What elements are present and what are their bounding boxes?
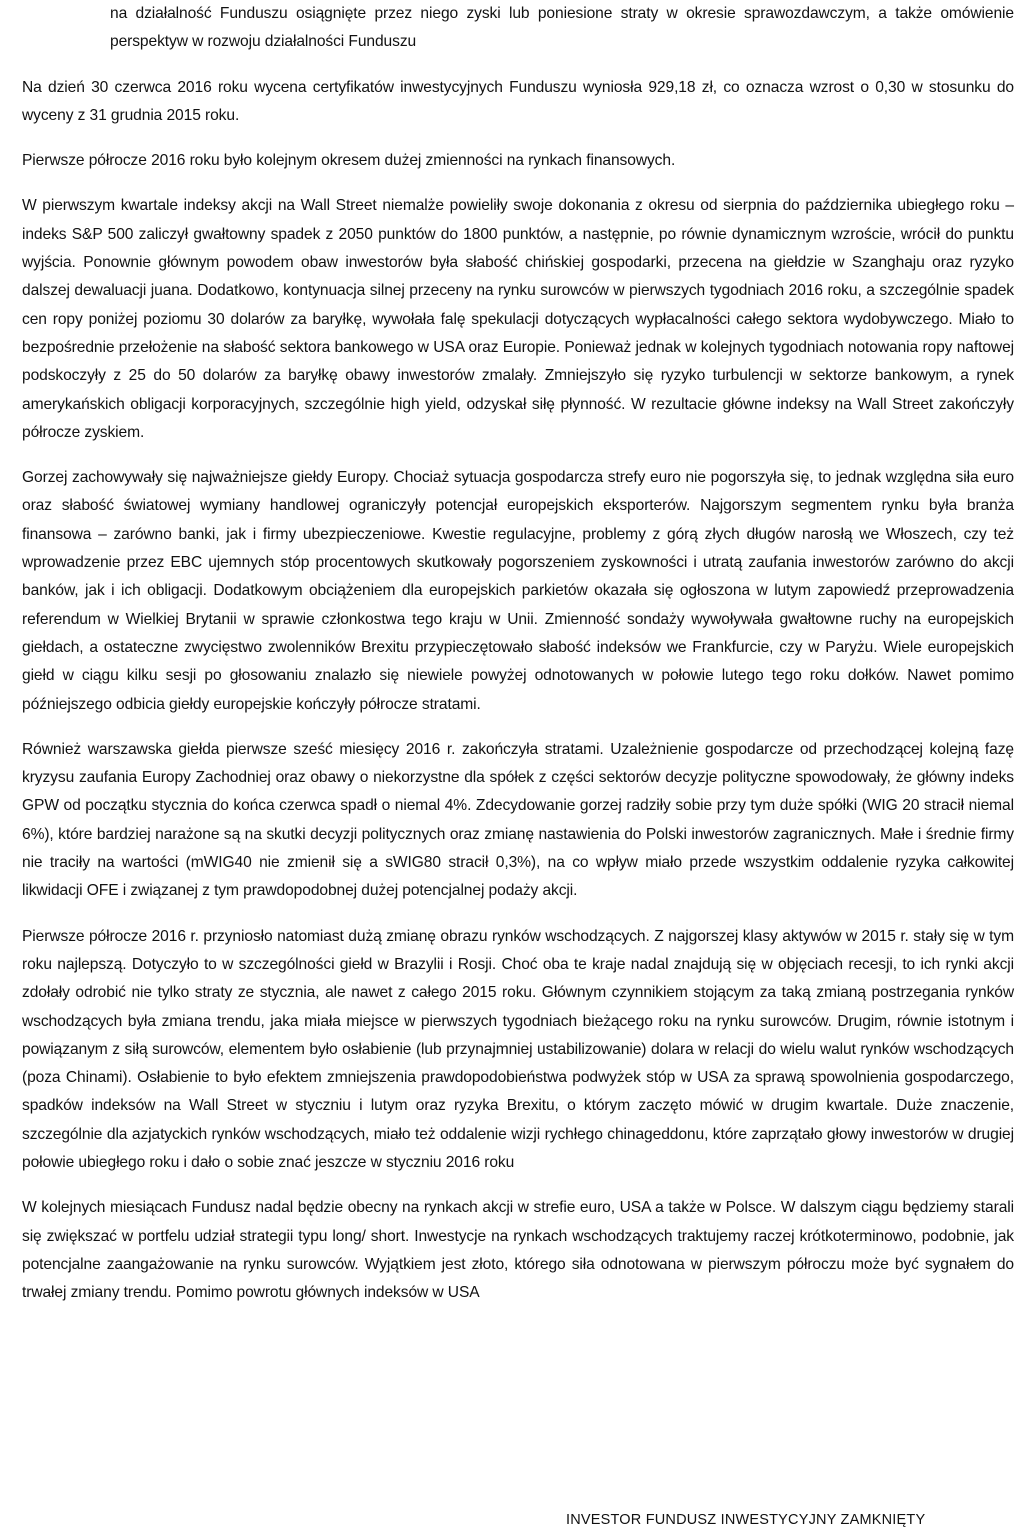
europe-paragraph: Gorzej zachowywały się najważniejsze giełdy Europy. Chociaż sytuacja gospodarcza strefy euro nie pogorszyła się, to jednak względna siła euro oraz słabość światowej wymiany handlowej ograniczyły potencjał europejskich eksporterów. Najgorszym segmentem rynku była branża finansowa – zarówno banki, jak i firmy ubezpieczeniowe. Kwestie regulacyjne, problemy z górą złych długów narosłą we Włoszech, czy też wprowadzenie przez EBC ujemnych stóp procentowych skutkowały pogorszeniem zyskowności i utratą zaufania inwestorów zarówno do akcji banków, jak i ich obligacji. Dodatkowym obciążeniem dla europejskich parkietów okazała się ogłoszona w lutym zapowiedź przeprowadzenia referendum w Wielkiej Brytanii w sprawie członkostwa tego kraju w Unii. Zmienność sondaży wywoływała gwałtowne ruchy na europejskich giełdach, a ostateczne zwycięstwo zwolenników Brexitu przypieczętowało słabość indeksów we Frankfurcie, czy w Paryżu. Wiele europejskich giełd w ciągu kilku sesji po głosowaniu znalazło się niewiele powyżej odnotowanych w połowie lutego tego roku dołków. Nawet pomimo późniejszego odbicia giełdy europejskie kończyły półrocze stratami.: [22, 469, 1014, 713]
outlook-paragraph: W kolejnych miesiącach Fundusz nadal będzie obecny na rynkach akcji w strefie euro, USA a także w Polsce. W dalszym ciągu będziemy starali się zwiększać w portfelu udział strategii typu long/ short. Inwestycje na rynkach wschodzących traktujemy raczej krótkoterminowo, podobnie, jak potencjalne zaangażowanie na rynku surowców. Wyjątkiem jest złoto, którego siła odnotowana w pierwszym półroczu może być sygnałem do trwałej zmiany trendu. Pomimo powrotu głównych indeksów w USA: [22, 1199, 1014, 1302]
emerging-markets-paragraph: Pierwsze półrocze 2016 r. przyniosło natomiast dużą zmianę obrazu rynków wschodzących. Z najgorszej klasy aktywów w 2015 r. stały się w tym roku najlepszą. Dotyczyło to w szczególności giełd w Brazylii i Rosji. Choć oba te kraje nadal znajdują się w objęciach recesji, to ich rynki akcji zdołały odrobić nie tylko straty ze stycznia, ale nawet z całego 2015 roku. Głównym czynnikiem stojącym za taką zmianą postrzegania rynków wschodzących była zmiana trendu, jaka miała miejsce w pierwszych tygodniach bieżącego roku na rynku surowców. Drugim, równie istotnym i powiązanym z siłą surowców, elementem było osłabienie (lub przynajmniej ustabilizowanie) dolara w relacji do wielu walut rynków wschodzących (poza Chinami). Osłabienie to było efektem zmniejszenia prawdopodobieństwa podwyżek stóp w USA za sprawą spowolnienia gospodarczego, spadków indeksów na Wall Street w styczniu i lutym oraz ryzyka Brexitu, o którym zaczęto mówić w drugim kwartale. Duże znaczenie, szczególnie dla azjatyckich rynków wschodzących, miało też oddalenie wizji rychłego chinageddonu, które zaprzątało głowy inwestorów w drugiej połowie ubiegłego roku i dało o sobie znać jeszcze w styczniu 2016 roku: [22, 927, 1014, 1171]
warsaw-paragraph: Również warszawska giełda pierwsze sześć miesięcy 2016 r. zakończyła stratami. Uzależnienie gospodarcze od przechodzącej kolejną fazę kryzysu zaufania Europy Zachodniej oraz obawy o niekorzystne dla spółek z części sektorów decyzje polityczne spowodowały, że główny indeks GPW od początku stycznia do końca czerwca spadł o niemal 4%. Zdecydowanie gorzej radziły sobie przy tym duże spółki (WIG 20 stracił niemal 6%), które bardziej narażone są na skutki decyzji politycznych oraz zmianę nastawienia do Polski inwestorów zagranicznych. Małe i średnie firmy nie traciły na wartości (mWIG40 nie zmienił się a sWIG80 stracił 0,3%), na co wpływ miało przede wszystkim oddalenie ryzyka całkowitej likwidacji OFE i związanej z tym prawdopodobnej dużej potencjalnej podaży akcji.: [22, 740, 1014, 900]
intro-paragraph: na działalność Funduszu osiągnięte przez niego zyski lub poniesione straty w okresie sprawozdawczym, a także omówienie perspektyw w rozwoju działalności Funduszu: [110, 5, 1014, 51]
wall-street-paragraph: W pierwszym kwartale indeksy akcji na Wall Street niemalże powieliły swoje dokonania z okresu od sierpnia do października ubiegłego roku – indeks S&P 500 zaliczył gwałtowny spadek z 2050 punktów do 1800 punktów, a następnie, po równie dynamicznym wzroście, wrócił do punktu wyjścia. Ponownie głównym powodem obaw inwestorów była słabość chińskiej gospodarki, przecena na giełdzie w Szanghaju oraz ryzyko dalszej dewaluacji juana. Dodatkowo, kontynuacja silnej przeceny na rynku surowców w pierwszych tygodniach 2016 roku, a szczególnie spadek cen ropy poniżej poziomu 30 dolarów za baryłkę, wywołała falę spekulacji dotyczących wypłacalności całego sektora wydobywczego. Miało to bezpośrednie przełożenie na słabość sektora bankowego w USA oraz Europie. Ponieważ jednak w kolejnych tygodniach notowania ropy naftowej podskoczyły z 25 do 50 dolarów za baryłkę obawy inwestorów zmalały. Zmniejszyło się ryzyko turbulencji w sektorze bankowym, a rynek amerykańskich obligacji korporacyjnych, szczególnie high yield, odzyskał siłę płynność. W rezultacie główne indeksy na Wall Street zakończyły półrocze zyskiem.: [22, 197, 1014, 441]
document-body: [22, 0, 1014, 1324]
volatility-paragraph: Pierwsze półrocze 2016 roku było kolejnym okresem dużej zmienności na rynkach finansowych.: [22, 152, 676, 170]
valuation-paragraph: Na dzień 30 czerwca 2016 roku wycena certyfikatów inwestycyjnych Funduszu wyniosła 929,18 zł, co oznacza wzrost o 0,30 w stosunku do wyceny z 31 grudnia 2015 roku.: [22, 78, 1014, 124]
page-footer: INVESTOR FUNDUSZ INWESTYCYJNY ZAMKNIĘTY: [566, 1512, 926, 1528]
